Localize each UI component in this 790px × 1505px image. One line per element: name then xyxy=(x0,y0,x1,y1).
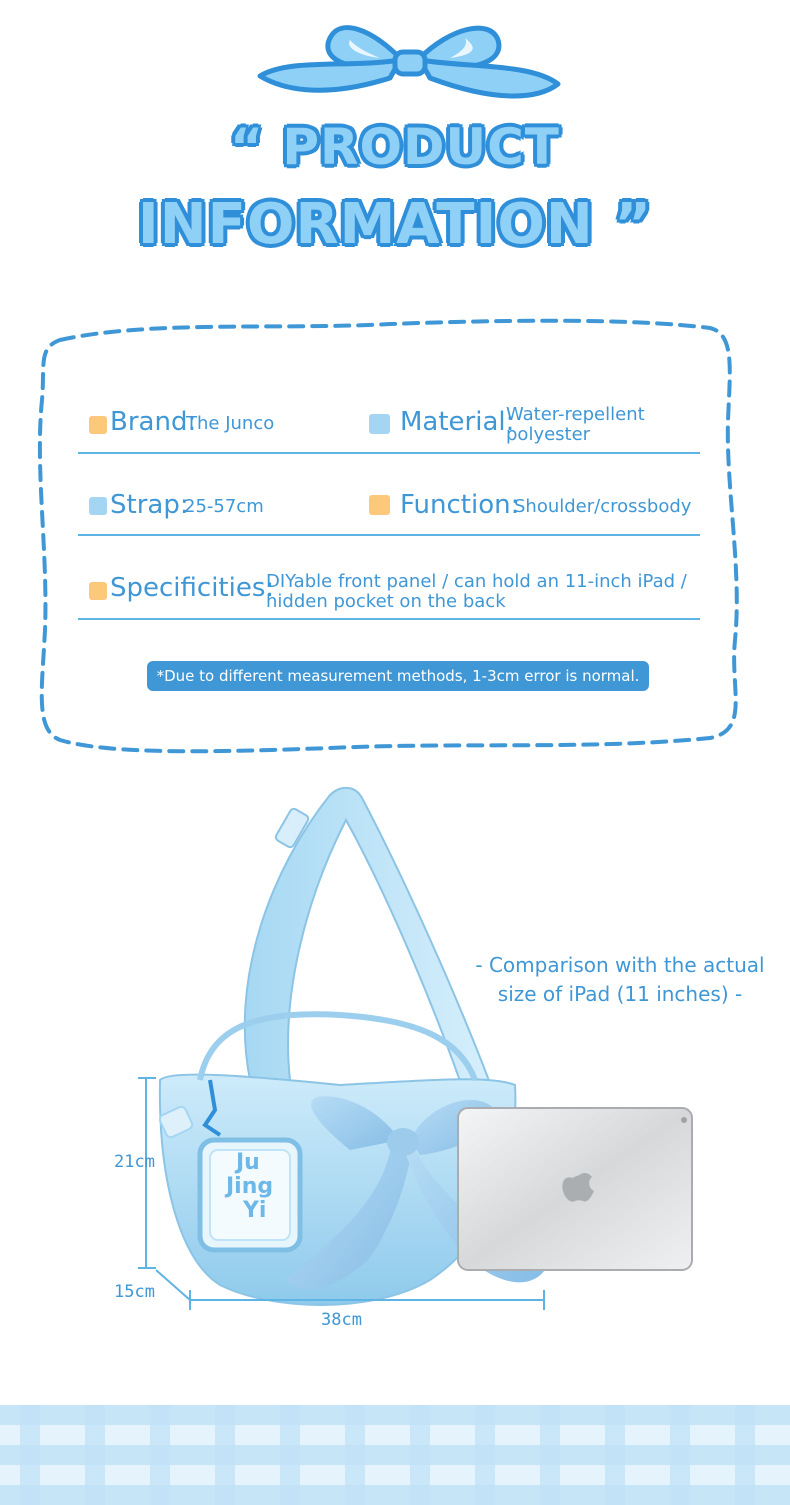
spec-row-3 xyxy=(78,618,700,620)
strap-value: 25-57cm xyxy=(184,496,264,517)
strap-label: Strap: xyxy=(110,490,189,520)
bag-illustration xyxy=(100,780,720,1340)
bullet-specificities-icon xyxy=(89,582,107,600)
title-line-2: INFORMATION ” xyxy=(137,192,653,257)
pin-badge-line-2: Jing xyxy=(226,1174,274,1199)
measurement-note: *Due to different measurement methods, 1-3cm error is normal. xyxy=(147,661,649,691)
bullet-strap-icon xyxy=(89,497,107,515)
ribbon-bow-logo xyxy=(250,18,570,110)
brand-value: The Junco xyxy=(186,413,275,434)
bullet-function-icon xyxy=(369,495,390,515)
material-value: Water-repellent polyester xyxy=(506,404,645,445)
specificities-label: Specificities: xyxy=(110,573,275,603)
gingham-footer xyxy=(0,1405,790,1505)
ipad-device xyxy=(458,1108,692,1270)
bullet-material-icon xyxy=(369,414,390,434)
comparison-line-1: - Comparison with the actual xyxy=(475,953,765,977)
dimension-depth: 15cm xyxy=(114,1282,155,1302)
function-label: Function: xyxy=(400,490,520,520)
dimension-width: 38cm xyxy=(321,1310,362,1330)
spec-row-1 xyxy=(78,452,700,454)
comparison-line-2: size of iPad (11 inches) - xyxy=(497,982,743,1006)
bullet-brand-icon xyxy=(89,416,107,434)
brand-label: Brand: xyxy=(110,407,197,437)
material-label: Material: xyxy=(400,407,515,437)
spec-row-2 xyxy=(78,534,700,536)
pin-badge-line-1: Ju xyxy=(236,1150,260,1175)
dimension-height: 21cm xyxy=(114,1152,155,1172)
title-line-1: “ PRODUCT xyxy=(230,118,560,176)
pin-badge-line-3: Yi xyxy=(243,1198,267,1223)
specificities-value: DIYable front panel / can hold an 11-inch iPad / hidden pocket on the back xyxy=(266,571,687,612)
function-value: Shoulder/crossbody xyxy=(514,496,692,517)
